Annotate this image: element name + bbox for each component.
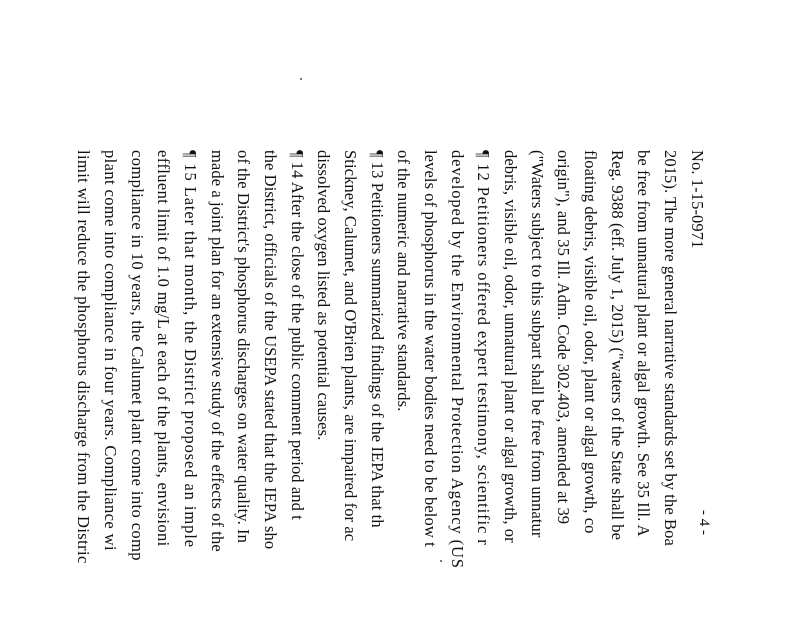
rotated-text-block — [74, 150, 712, 618]
text-line: compliance in 10 years, the Calumet plant come into comp — [128, 150, 147, 561]
text-line: Reg. 9388 (eff. July 1, 2015) ("waters of the State shall be — [608, 150, 627, 541]
text-line: dissolved oxygen listed as potential causes. — [314, 150, 333, 441]
text-line: floating debris, visible oil, odor, plant or algal growth, co — [581, 150, 600, 534]
text-line: origin"), and 35 Ill. Adm. Code 302.403, amended at 39 — [554, 150, 573, 525]
text-line: ¶ 13 Petitioners summarized findings of the IEPA that th — [368, 150, 387, 528]
text-line: made a joint plan for an extensive study of the effects of the — [208, 150, 227, 552]
text-line: of the numeric and narrative standards. — [394, 150, 413, 412]
text-line: ¶ 12 Petitioners offered expert testimony, scientific r — [474, 150, 493, 546]
page-number: - 4 - — [696, 510, 712, 535]
text-line: developed by the Environmental Protection Agency (US — [448, 150, 467, 569]
running-header: No. 1-15-0971 — [688, 150, 707, 249]
text-line: debris, visible oil, odor, unnatural plant or algal growth, or — [501, 150, 520, 543]
text-line: be free from unnatural plant or algal growth. See 35 Ill. A — [634, 150, 653, 537]
text-line: plant come into compliance in four years. Compliance wi — [101, 150, 120, 551]
text-line: levels of phosphorus in the water bodies need to be below t — [421, 150, 440, 547]
text-line: ("Waters subject to this subpart shall be free from unnatur — [528, 150, 547, 538]
text-line: of the District's phosphorus discharges on water quality. In — [234, 150, 253, 543]
text-line: Stickney, Calumet, and O'Brien plants, are impaired for ac — [341, 150, 360, 542]
text-line: effluent limit of 1.0 mg/L at each of the plants, envisioni — [154, 150, 173, 547]
text-line: 2015). The more general narrative standards set by the Boa — [661, 150, 680, 546]
text-line: ¶ 15 Later that month, the District proposed an imple — [181, 150, 200, 548]
text-line: ¶ 14 After the close of the public comment period and t — [288, 150, 307, 520]
text-line: limit will reduce the phosphorus discharge from the Distric — [74, 150, 93, 564]
speck-mark — [300, 78, 302, 80]
text-line: the District, officials of the USEPA stated that the IEPA sho — [261, 150, 280, 550]
